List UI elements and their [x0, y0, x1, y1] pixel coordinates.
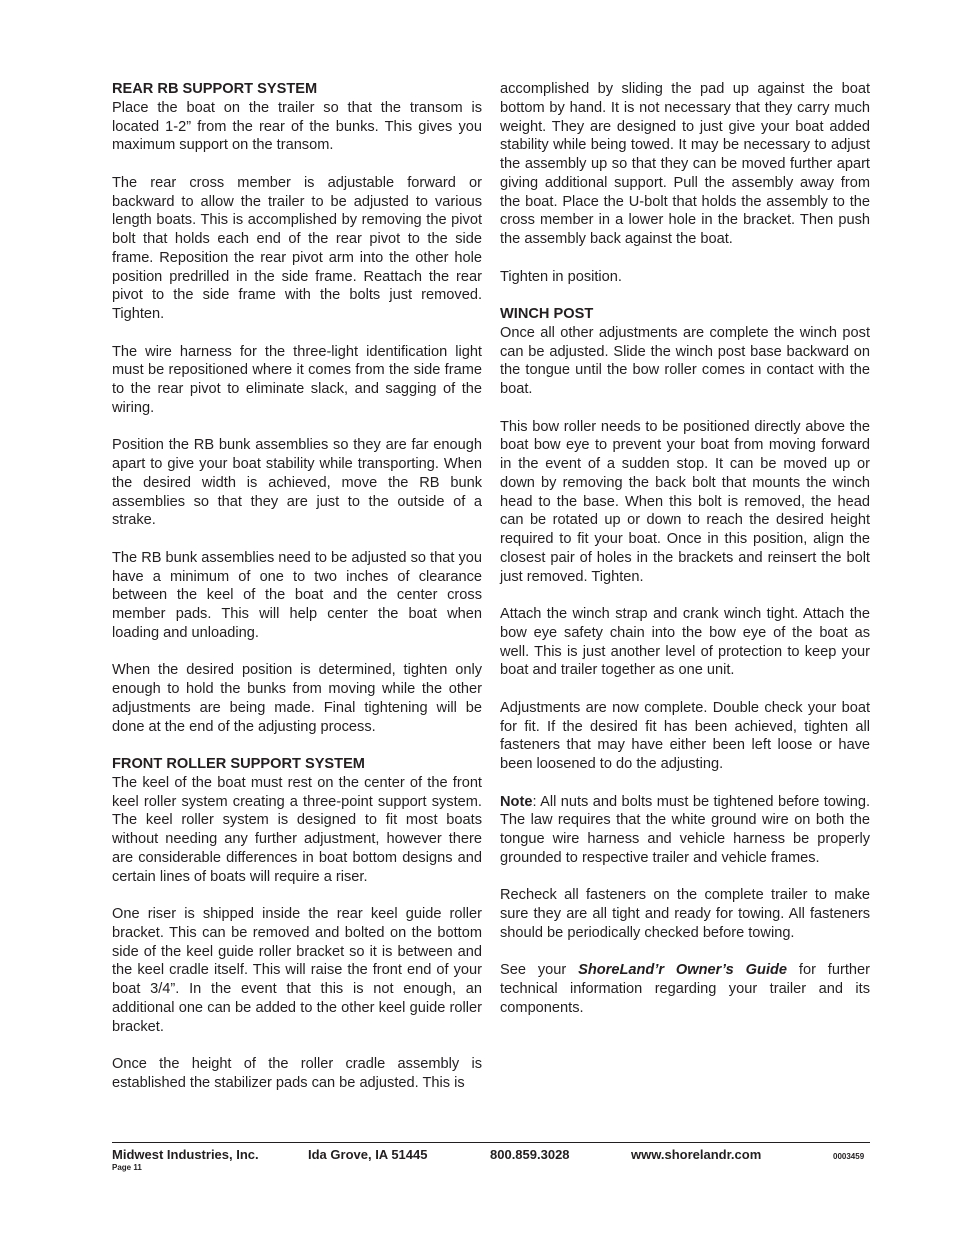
note-text: : All nuts and bolts must be tightened before towing. The law requires that the white ground wire on both the tongue wire harness and vehicle harness be properly grounded to respective trailer and vehicle frames. — [500, 793, 870, 866]
paragraph: The RB bunk assemblies need to be adjusted so that you have a minimum of one to two inches of clearance between the keel of the boat and the center cross member pads. This will help center the boat when loading and unloading. — [112, 549, 482, 641]
footer-doc-number: 0003459 — [833, 1152, 865, 1161]
paragraph: One riser is shipped inside the rear keel guide roller bracket. This can be removed and bolted on the bottom side of the keel guide roller bracket so it is between and the keel cradle itself. This will raise the front end of your boat 3/4”. In the event that this is not enough, an additional one can be added to the other keel guide roller bracket. — [112, 906, 482, 1035]
paragraph: Attach the winch strap and crank winch tight. Attach the bow eye safety chain into the bow eye of the boat as well. This is just another level of protection to keep your boat and trailer together as one unit. — [500, 606, 870, 679]
paragraph: Recheck all fasteners on the complete trailer to make sure they are all tight and ready for towing. All fasteners should be periodically checked before towing. — [500, 887, 870, 941]
left-column — [112, 80, 482, 1111]
note-paragraph — [500, 793, 870, 868]
section-heading-rear-rb: REAR RB SUPPORT SYSTEM — [112, 81, 318, 97]
footer-company: Midwest Industries, Inc. — [112, 1147, 259, 1162]
paragraph: accomplished by sliding the pad up against the boat bottom by hand. It is not necessary that they carry much weight. They are designed to just give your boat added stability while being towed. It may be necessary to adjust the assembly up so that they can be moved further apart giving additional support. Pull the assembly away from the boat. Place the U-bolt that holds the assembly to the cross member in a lower hole in the bracket. Then push the assembly back against the boat. — [500, 81, 870, 247]
guide-paragraph — [500, 961, 870, 1017]
section-heading-winch-post: WINCH POST — [500, 306, 594, 322]
paragraph: The wire harness for the three-light identification light must be repositioned where it comes from the side frame to the rear pivot to eliminate slack, and sagging of the wiring. — [112, 343, 482, 416]
paragraph: Position the RB bunk assemblies so they are far enough apart to give your boat stability while transporting. When the desired width is achieved, move the RB bunk assemblies so that they are just to the outside of a strake. — [112, 437, 482, 529]
paragraph: Adjustments are now complete. Double check your boat for fit. If the desired fit has been achieved, tighten all fasteners that may have either been left loose or have been loosened to do the adjusting. — [500, 699, 870, 772]
paragraph: This bow roller needs to be positioned directly above the boat bow eye to prevent your boat from moving forward in the event of a sudden stop. It can be moved up or down by removing the back bolt that mounts the winch head to the base. When this bolt is removed, the head can be rotated up or down to reach the desired height required to fit your boat. Once in this position, align the closest pair of holes in the brackets and reinsert the bolt just removed. Tighten. — [500, 418, 870, 585]
footer-phone: 800.859.3028 — [490, 1147, 570, 1162]
paragraph: Once all other adjustments are complete the winch post can be adjusted. Slide the winch post base backward on the tongue until the bow roller comes in contact with the boat. — [500, 324, 870, 397]
footer-divider — [112, 1142, 870, 1143]
paragraph: The rear cross member is adjustable forward or backward to allow the trailer to be adjusted to various length boats. This is accomplished by removing the pivot bolt that holds each end of the rear pivot to the side frame. Reposition the rear pivot arm into the other hole position predrilled in the side frame. Reattach the rear pivot to the side frame with the bolts just removed. Tighten. — [112, 174, 482, 322]
paragraph: When the desired position is determined, tighten only enough to hold the bunks from moving while the other adjustments are being made. Final tightening will be done at the end of the adjusting process. — [112, 662, 482, 735]
paragraph: Tighten in position. — [500, 268, 622, 285]
right-column — [500, 80, 870, 1036]
paragraph: Place the boat on the trailer so that the transom is located 1-2” from the rear of the bunks. This gives you maximum support on the transom. — [112, 99, 482, 154]
section-heading-front-roller: FRONT ROLLER SUPPORT SYSTEM — [112, 756, 365, 772]
paragraph: Once the height of the roller cradle assembly is established the stabilizer pads can be adjusted. This is — [112, 1056, 482, 1091]
footer-website: www.shorelandr.com — [631, 1147, 762, 1162]
guide-text-pre: See your — [500, 962, 579, 979]
guide-text-post: for further technical information regarding your trailer and its components. — [500, 962, 870, 1016]
paragraph: The keel of the boat must rest on the center of the front keel roller system creating a three-point support system. The keel roller system is designed to fit most boats without needing any further adjustment, however there are considerable differences in boat bottom designs and certain lines of boats will require a riser. — [112, 774, 482, 885]
guide-title: ShoreLand’r Owner’s Guide — [578, 962, 788, 979]
footer-address: Ida Grove, IA 51445 — [308, 1147, 428, 1162]
note-label: Note — [500, 793, 533, 810]
page-number: Page 11 — [112, 1163, 142, 1172]
